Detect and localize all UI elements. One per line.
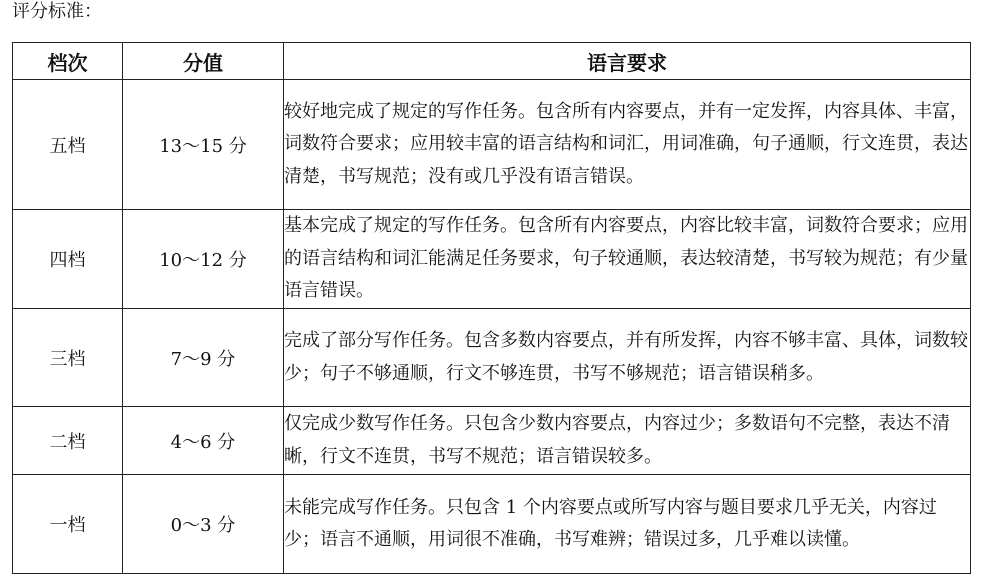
requirement-cell: 仅完成少数写作任务。只包含少数内容要点，内容过少；多数语句不完整，表达不清晰，行文不连贯，书写不规范；语言错误较多。 [284,407,971,475]
table-row [13,210,971,309]
table-row [13,80,971,210]
score-cell: 4～6 分 [123,407,284,475]
table-row [13,475,971,574]
scoring-rubric-table [12,42,971,574]
score-cell: 10～12 分 [123,210,284,309]
requirement-cell: 基本完成了规定的写作任务。包含所有内容要点，内容比较丰富，词数符合要求；应用的语言结构和词汇能满足任务要求，句子较通顺，表达较清楚，书写较为规范；有少量语言错误。 [284,210,971,309]
requirement-cell: 较好地完成了规定的写作任务。包含所有内容要点，并有一定发挥，内容具体、丰富，词数符合要求；应用较丰富的语言结构和词汇，用词准确，句子通顺，行文连贯，表达清楚，书写规范；没有或几乎没有语言错误。 [284,80,971,210]
level-cell: 一档 [13,475,123,574]
level-cell: 三档 [13,309,123,407]
header-score: 分值 [123,43,284,80]
level-cell: 五档 [13,80,123,210]
score-cell: 0～3 分 [123,475,284,574]
rubric-caption: 评分标准： [12,1,102,22]
header-requirement: 语言要求 [284,43,971,80]
table-row [13,309,971,407]
requirement-cell: 未能完成写作任务。只包含 1 个内容要点或所写内容与题目要求几乎无关，内容过少；语言不通顺，用词很不准确，书写难辨；错误过多，几乎难以读懂。 [284,475,971,574]
score-cell: 13～15 分 [123,80,284,210]
header-level: 档次 [13,43,123,80]
header-row [13,43,971,80]
table-row [13,407,971,475]
score-cell: 7～9 分 [123,309,284,407]
level-cell: 四档 [13,210,123,309]
level-cell: 二档 [13,407,123,475]
requirement-cell: 完成了部分写作任务。包含多数内容要点，并有所发挥，内容不够丰富、具体，词数较少；句子不够通顺，行文不够连贯，书写不够规范；语言错误稍多。 [284,309,971,407]
